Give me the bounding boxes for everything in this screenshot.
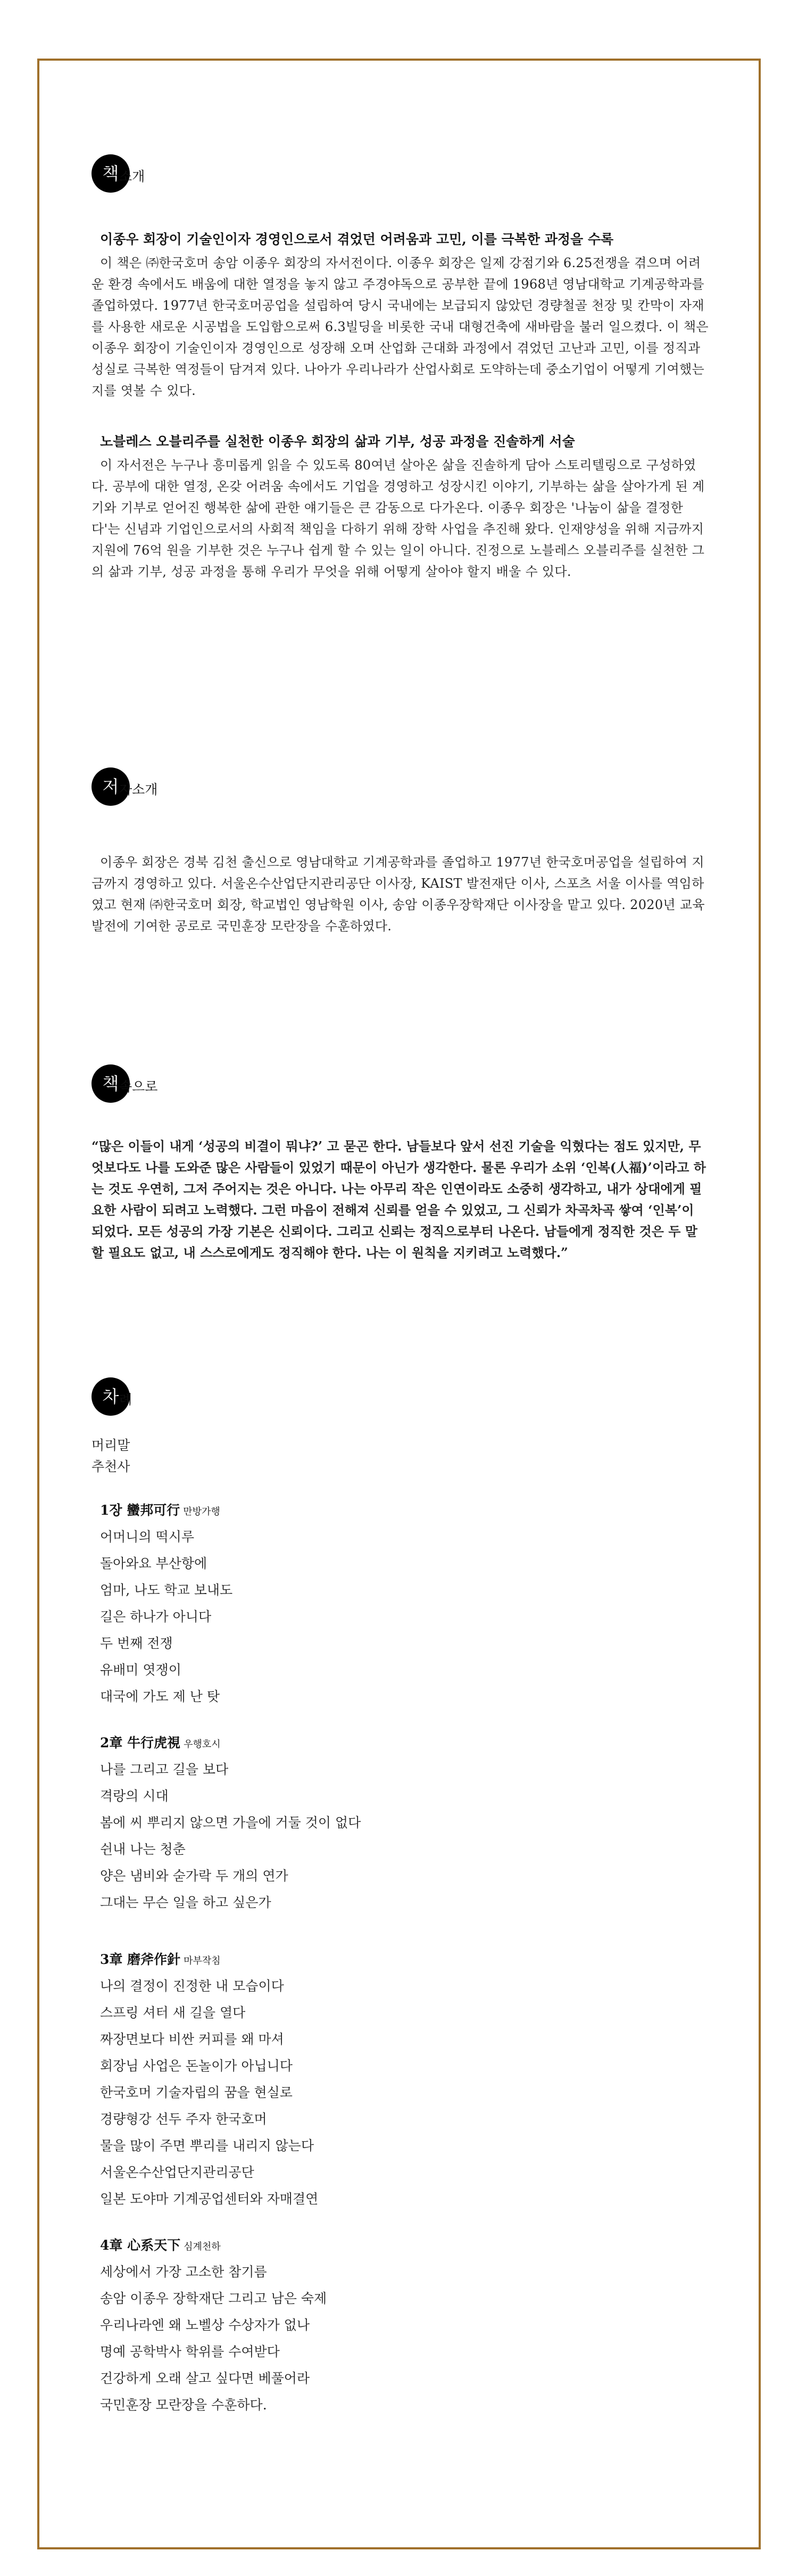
chapter-item: 물을 많이 주면 뿌리를 내리지 않는다 bbox=[100, 2138, 314, 2153]
chapter-item: 건강하게 오래 살고 싶다면 베풀어라 bbox=[100, 2371, 310, 2386]
book-intro-subheading-1: 이종우 회장이 기술인이자 경영인으로서 겪었던 어려움과 고민, 이를 극복한 과정을 수록 bbox=[100, 232, 614, 247]
book-intro-paragraph-1: 이 책은 ㈜한국호머 송암 이종우 회장의 자서전이다. 이종우 회장은 일제 강점기와 6.25전쟁을 겪으며 어려운 환경 속에서도 배움에 대한 열정을 놓지 않고 주경야독으로 공부한 끝에 1968년 영남대학교 기계공학과를 졸업하였다. 1977년 한국호머공업을 설립하여 당시 국내에는 보급되지 않았던 경량철골 천장 및 칸막이 자재를 사용한 새로운 시공법을 도입함으로써 6.3빌딩을 비롯한 국내 대형건축에 새바람을 불러 일으켰다. 이 책은 이종우 회장이 기술인이자 경영인으로 성장해 오며 산업화 근대화 과정에서 겪었던 고난과 고민, 이를 정직과 성실로 극복한 역정들이 담겨져 있다. 나아가 우리나라가 산업사회로 도약하는데 중소기업이 어떻게 기여했는지를 엿볼 수 있다. bbox=[92, 255, 709, 398]
toc-front-item: 추천사 bbox=[92, 1459, 130, 1474]
chapter-item: 유배미 엿쟁이 bbox=[100, 1662, 181, 1678]
chapter-title: 1장 蠻邦可行 만방가행 bbox=[100, 1502, 220, 1518]
chapter-item: 어머니의 떡시루 bbox=[100, 1529, 194, 1545]
chapter-item: 명예 공학박사 학위를 수여받다 bbox=[100, 2344, 280, 2359]
section-badge: 책 bbox=[92, 1064, 130, 1103]
author-intro-paragraph: 이종우 회장은 경북 김천 출신으로 영남대학교 기계공학과를 졸업하고 1977년 한국호머공업을 설립하여 지금까지 경영하고 있다. 서울온수산업단지관리공단 이사장, KAIST 발전재단 이사, 스포츠 서울 이사를 역임하였고 현재 ㈜한국호머 회장, 학교법인 영남학원 이사, 송암 이종우장학재단 이사장을 맡고 있다. 2020년 교육발전에 기여한 공로로 국민훈장 모란장을 수훈하였다. bbox=[92, 855, 705, 934]
chapter-item: 한국호머 기술자립의 꿈을 현실로 bbox=[100, 2085, 293, 2100]
chapter-item: 회장님 사업은 돈놀이가 아닙니다 bbox=[100, 2058, 293, 2074]
chapter-item: 양은 냄비와 숟가락 두 개의 연가 bbox=[100, 1868, 288, 1884]
book-intro-paragraph-2: 이 자서전은 누구나 흥미롭게 읽을 수 있도록 80여년 살아온 삶을 진솔하게 담아 스토리텔링으로 구성하였다. 공부에 대한 열정, 온갖 어려움 속에서도 기업을 경영하고 성장시킨 이야기, 기부하는 삶을 살아가게 된 계기와 기부로 얻어진 행복한 삶에 관한 얘기들은 큰 감동으로 다가온다. 이종우 회장은 '나눔이 삶을 결정한다'는 신념과 기업인으로서의 사회적 책임을 다하기 위해 장학 사업을 추진해 왔다. 인재양성을 위해 지금까지 지원에 76억 원을 기부한 것은 누구나 쉽게 할 수 있는 일이 아니다. 진정으로 노블레스 오블리주를 실천한 그의 삶과 기부, 성공 과정을 통해 우리가 무엇을 위해 어떻게 살아야 할지 배울 수 있다. bbox=[92, 458, 705, 579]
toc-chapter-3 bbox=[100, 1948, 709, 2212]
section-badge: 저 bbox=[92, 767, 130, 806]
section-title: 례 bbox=[119, 1392, 132, 1407]
section-title: 속으로 bbox=[119, 1079, 158, 1094]
chapter-item: 나의 결정이 진정한 내 모습이다 bbox=[100, 1978, 284, 1994]
chapter-item: 대국에 가도 제 난 탓 bbox=[100, 1689, 220, 1704]
author-intro-section bbox=[92, 767, 709, 967]
toc-chapter-2 bbox=[100, 1731, 709, 1916]
toc-front-item: 머리말 bbox=[92, 1438, 130, 1453]
chapter-item: 경량형강 선두 주자 한국호머 bbox=[100, 2111, 267, 2127]
chapter-item: 송암 이종우 장학재단 그리고 남은 숙제 bbox=[100, 2291, 327, 2306]
chapter-title: 4章 心系天下 심계천하 bbox=[100, 2238, 221, 2253]
chapter-item: 스프링 셔터 새 길을 열다 bbox=[100, 2005, 246, 2020]
toc-chapter-4 bbox=[100, 2234, 709, 2418]
book-intro-section bbox=[92, 154, 709, 612]
chapter-item: 돌아와요 부산항에 bbox=[100, 1556, 207, 1571]
author-intro-header bbox=[92, 767, 709, 812]
chapter-item: 세상에서 가장 고소한 참기름 bbox=[100, 2264, 267, 2280]
section-title: 자소개 bbox=[119, 782, 158, 797]
toc-section bbox=[92, 1377, 709, 2418]
chapter-item: 격랑의 시대 bbox=[100, 1788, 169, 1804]
chapter-item: 봄에 씨 뿌리지 않으면 가을에 거둘 것이 없다 bbox=[100, 1815, 361, 1830]
section-badge: 책 bbox=[92, 154, 130, 193]
toc-header bbox=[92, 1377, 709, 1422]
chapter-item: 그대는 무슨 일을 하고 싶은가 bbox=[100, 1895, 271, 1910]
chapter-item: 일본 도야마 기계공업센터와 자매결연 bbox=[100, 2191, 319, 2207]
excerpt-header bbox=[92, 1064, 709, 1109]
chapter-title: 2章 牛行虎視 우행호시 bbox=[100, 1735, 221, 1751]
chapter-item: 길은 하나가 아니다 bbox=[100, 1609, 212, 1624]
chapter-title: 3章 磨斧作針 마부작침 bbox=[100, 1952, 221, 1967]
chapter-item: 서울온수산업단지관리공단 bbox=[100, 2165, 254, 2180]
section-badge: 차 bbox=[92, 1377, 130, 1416]
excerpt-quote: “많은 이들이 내게 ‘성공의 비결이 뭐냐?’ 고 묻곤 한다. 남들보다 앞서 선진 기술을 익혔다는 점도 있지만, 무엇보다도 나를 도와준 많은 사람들이 있었기 때문이 아닌가 생각한다. 물론 우리가 소위 ‘인복(人福)’이라고 하는 것도 우연히, 그저 주어지는 것은 아니다. 나는 아무리 작은 인연이라도 소중히 생각하고, 내가 상대에게 필요한 사람이 되려고 노력했다. 그런 마음이 전해져 신뢰를 얻을 수 있었고, 그 신뢰가 차곡차곡 쌓여 ‘인복’이 되었다. 모든 성공의 가장 기본은 신뢰이다. 그리고 신뢰는 정직으로부터 나온다. 남들에게 정직한 것은 두 말할 필요도 없고, 내 스스로에게도 정직해야 한다. 나는 이 원칙을 지키려고 노력했다.” bbox=[92, 1138, 706, 1260]
chapter-item: 국민훈장 모란장을 수훈하다. bbox=[100, 2397, 267, 2413]
book-intro-subheading-2: 노블레스 오블리주를 실천한 이종우 회장의 삶과 기부, 성공 과정을 진솔하게 서술 bbox=[100, 434, 575, 449]
toc-chapter-1 bbox=[100, 1499, 709, 1710]
chapter-item: 우리나라엔 왜 노벨상 수상자가 없나 bbox=[100, 2317, 310, 2333]
chapter-item: 짜장면보다 비싼 커피를 왜 마셔 bbox=[100, 2032, 284, 2047]
chapter-item: 두 번째 전쟁 bbox=[100, 1636, 173, 1651]
section-title: 소개 bbox=[119, 169, 145, 184]
chapter-item: 엄마, 나도 학교 보내도 bbox=[100, 1582, 233, 1598]
chapter-item: 쉰내 나는 청춘 bbox=[100, 1842, 186, 1857]
excerpt-section bbox=[92, 1064, 709, 1264]
chapter-item: 나를 그리고 길을 보다 bbox=[100, 1762, 229, 1777]
book-intro-header bbox=[92, 154, 709, 199]
